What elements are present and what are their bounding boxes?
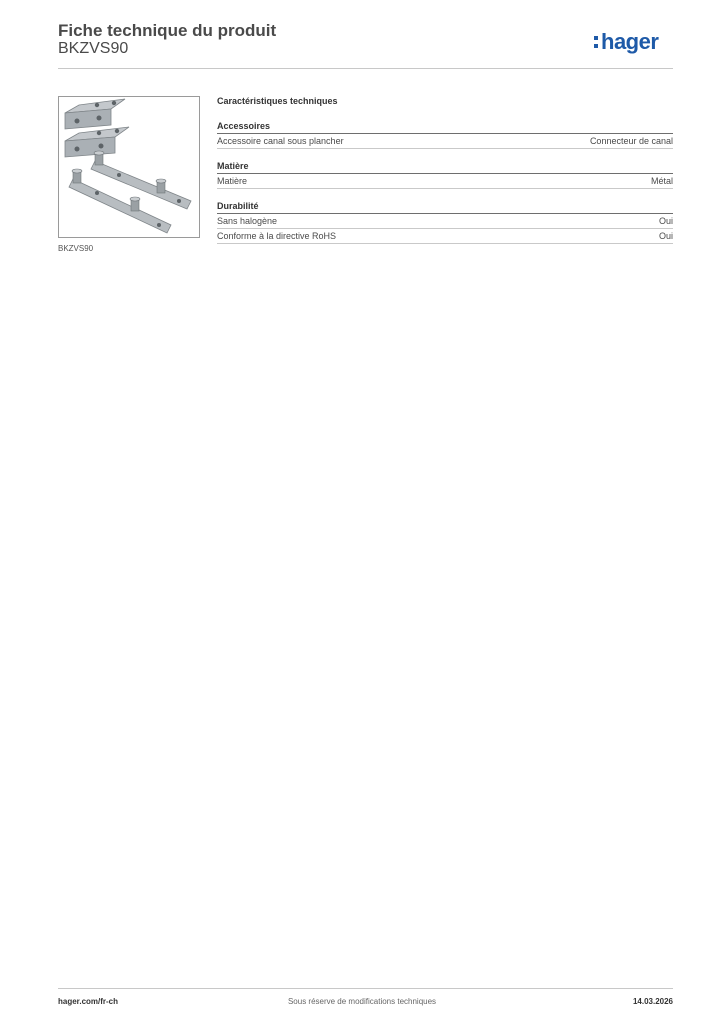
bracket-and-connector-image xyxy=(59,97,199,237)
spec-row xyxy=(217,134,673,149)
section-title-accessoires: Accessoires xyxy=(217,120,673,134)
footer-disclaimer: Sous réserve de modifications techniques xyxy=(287,997,437,1006)
footer-divider xyxy=(58,988,673,989)
spec-row xyxy=(217,174,673,189)
spec-label: Conforme à la directive RoHS xyxy=(217,231,337,241)
specs-heading: Caractéristiques techniques xyxy=(217,96,338,106)
header-divider xyxy=(58,68,673,69)
section-title-durabilite: Durabilité xyxy=(217,200,673,214)
footer-website-link[interactable]: hager.com/fr-ch xyxy=(58,997,119,1006)
spec-value: Connecteur de canal xyxy=(589,136,673,146)
spec-row xyxy=(217,229,673,244)
hager-logo xyxy=(593,27,675,57)
spec-label: Accessoire canal sous plancher xyxy=(217,136,344,146)
spec-row xyxy=(217,214,673,229)
logo-text: hager xyxy=(601,29,659,54)
spec-value: Oui xyxy=(658,231,673,241)
spec-label: Sans halogène xyxy=(217,216,278,226)
section-title-matiere: Matière xyxy=(217,160,673,174)
footer-date: 14.03.2026 xyxy=(632,997,673,1006)
product-image xyxy=(58,96,200,238)
image-caption: BKZVS90 xyxy=(58,244,94,253)
product-reference: BKZVS90 xyxy=(58,40,129,57)
spec-value: Métal xyxy=(650,176,673,186)
spec-value: Oui xyxy=(658,216,673,226)
technical-specifications xyxy=(217,94,673,244)
spec-label: Matière xyxy=(217,176,248,186)
page-title: Fiche technique du produit xyxy=(58,21,277,40)
